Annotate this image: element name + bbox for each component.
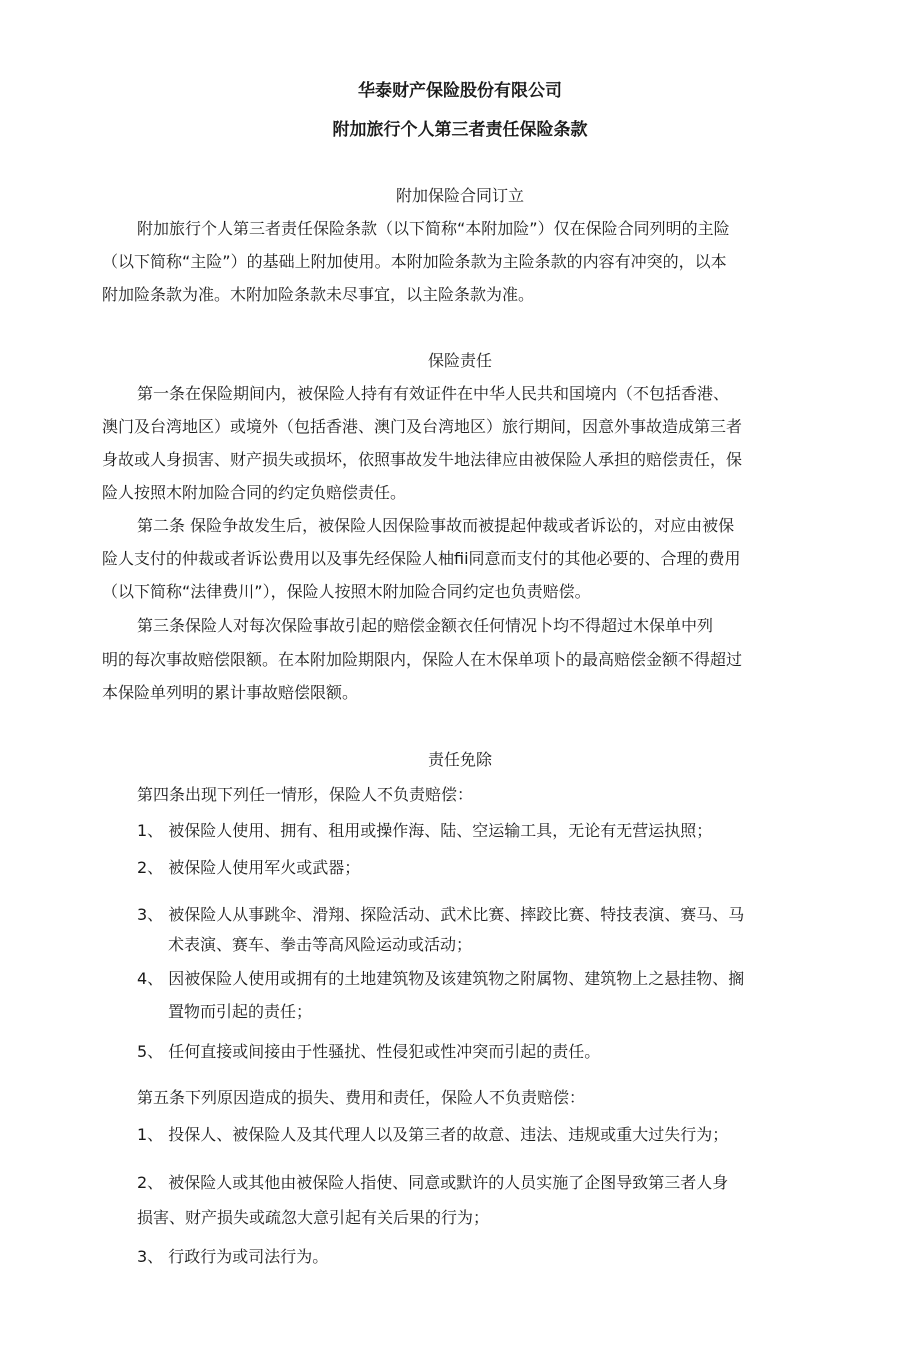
paragraph-line: 第二条 保险争故发生后，被保险人因保险事故而被提起仲裁或者诉讼的，对应由被保 xyxy=(137,516,735,535)
list-item: 5、 任何直接或间接由于性骚扰、性侵犯或性冲突而引起的责任。 xyxy=(137,1042,601,1061)
paragraph-line: 身故或人身损害、财产损失或损坏，依照事故发牛地法律应由被保险人承担的赔偿责任，保 xyxy=(102,450,743,469)
section-heading-liability: 保险责任 xyxy=(427,351,492,370)
paragraph-line: 明的每次事故赔偿限额。在本附加险期限内，保险人在木保单项卜的最高赔偿金额不得超过 xyxy=(102,650,743,669)
paragraph-line: 险人按照木附加险合同的约定负赔偿责任。 xyxy=(102,483,407,502)
article-5: 第五条下列原因造成的损失、费用和责任，保险人不负责赔偿： xyxy=(137,1088,586,1107)
paragraph-line: 附加险条款为准。木附加险条款未尽事宜，以主险条款为准。 xyxy=(102,285,535,304)
list-item-continuation: 置物而引起的责任； xyxy=(168,1002,313,1021)
paragraph-line: 附加旅行个人第三者责任保险条款（以下简称“本附加险”）仅在保险合同列明的主险 xyxy=(137,219,730,238)
list-item-continuation: 损害、财产损失或疏忽大意引起有关后果的行为； xyxy=(137,1208,490,1227)
paragraph-line: 澳门及台湾地区）或境外（包括香港、澳门及台湾地区）旅行期间，因意外事故造成第三者 xyxy=(102,417,743,436)
paragraph-line: 第一条在保险期间内，被保险人持有有效证件在中华人民共和国境内（不包括香港、 xyxy=(137,384,730,403)
list-item: 3、 被保险人从事跳伞、滑翔、探险活动、武术比赛、摔跤比赛、特技表演、赛马、马 xyxy=(137,905,745,924)
list-item: 1、 投保人、被保险人及其代理人以及第三者的故意、违法、违规或重大过失行为； xyxy=(137,1125,729,1144)
section-heading-contract: 附加保险合同订立 xyxy=(395,186,524,205)
paragraph-line: 第三条保险人对每次保险事故引起的赔偿金额衣任何情况卜均不得超过木保单中列 xyxy=(137,616,714,635)
list-item: 2、 被保险人使用军火或武器； xyxy=(137,858,361,877)
paragraph-line: 本保险单列明的累计事故赔偿限额。 xyxy=(102,683,359,702)
list-item: 3、 行政行为或司法行为。 xyxy=(137,1247,329,1266)
list-item-continuation: 术表演、赛车、拳击等高风险运动或活动； xyxy=(168,935,473,954)
list-item: 4、 因被保险人使用或拥有的土地建筑物及该建筑物之附属物、建筑物上之悬挂物、搁 xyxy=(137,969,745,988)
list-item: 2、 被保险人或其他由被保险人指使、同意或默许的人员实施了企图导致第三者人身 xyxy=(137,1173,729,1192)
paragraph-line: 险人支付的仲裁或者诉讼费用以及事先经保险人柚fii同意而支付的其他必要的、合理的费用 xyxy=(102,549,741,568)
document-title: 附加旅行个人第三者责任保险条款 xyxy=(332,120,588,140)
company-name: 华泰财产保险股份有限公司 xyxy=(358,81,562,101)
paragraph-line: （以下简称“主险”）的基础上附加使用。本附加险条款为主险条款的内容有冲突的，以本 xyxy=(102,252,727,271)
section-heading-exclusions: 责任免除 xyxy=(427,750,492,769)
paragraph-line: （以下简称“法律费川”），保险人按照木附加险合同约定也负责赔偿。 xyxy=(102,582,591,601)
article-4: 第四条出现下列任一情形，保险人不负责赔偿： xyxy=(137,785,474,804)
list-item: 1、 被保险人使用、拥有、租用或操作海、陆、空运输工具，无论有无营运执照； xyxy=(137,821,713,840)
